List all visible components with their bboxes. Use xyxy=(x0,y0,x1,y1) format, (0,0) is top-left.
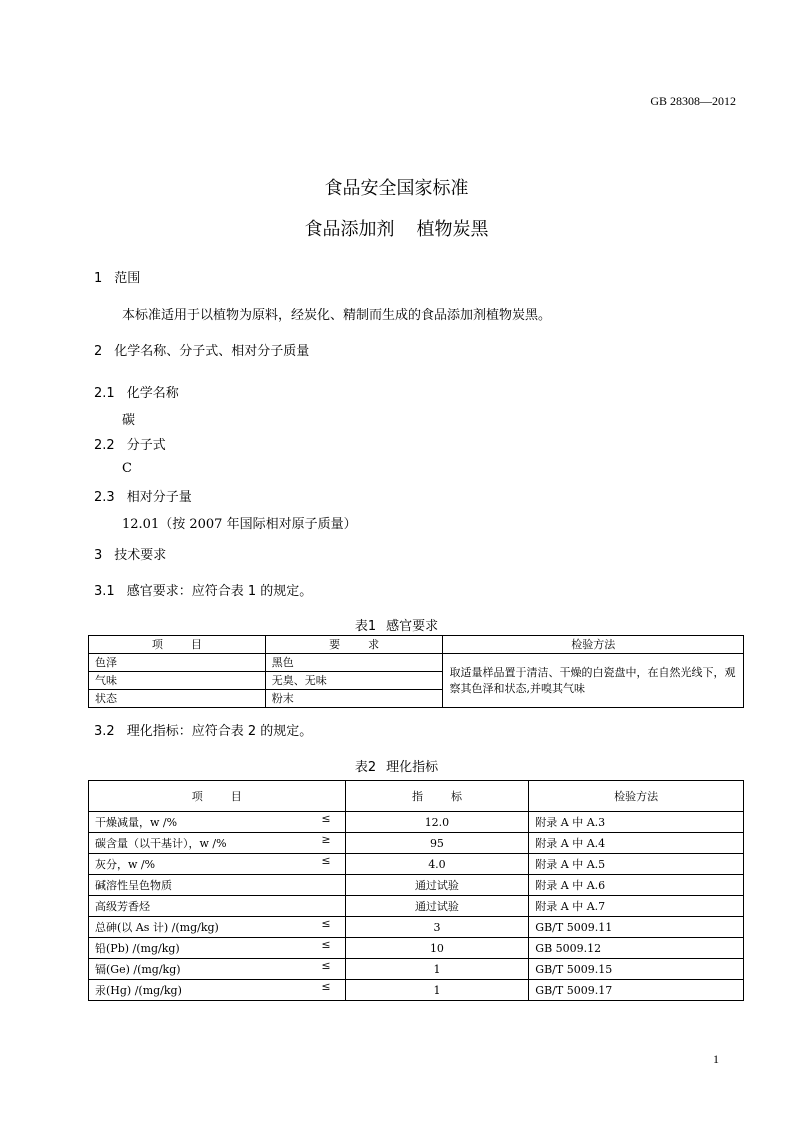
item-cell: 镉(Ge) /(mg/kg) ≤ xyxy=(89,959,346,980)
table-row xyxy=(89,917,744,938)
section-1-text: 本标准适用于以植物为原料，经炭化、精制而生成的食品添加剂植物炭黑。 xyxy=(122,308,552,323)
section-3-2-heading xyxy=(94,720,312,739)
section-2-1-heading xyxy=(94,382,179,401)
table2-caption xyxy=(0,756,793,775)
header-requirement: 要 求 xyxy=(265,636,443,654)
value-cell: 1 xyxy=(345,959,529,980)
subtitle-part-1: 食品添加剂 xyxy=(304,219,395,240)
section-title: 范围 xyxy=(114,271,141,286)
section-2-3-text: 12.01（按 2007 年国际相对原子质量） xyxy=(122,517,357,532)
item-cell: 高级芳香烃 xyxy=(89,896,346,917)
item-cell: 气味 xyxy=(89,672,266,690)
section-3-heading xyxy=(94,544,166,563)
table-header-row xyxy=(89,781,744,812)
section-number: 2.2 xyxy=(94,438,115,453)
section-2-3-heading xyxy=(94,486,192,505)
requirement-cell: 粉末 xyxy=(265,690,443,708)
method-cell: 附录 A 中 A.3 xyxy=(529,812,744,833)
section-title: 分子式 xyxy=(126,438,166,453)
section-3-1-heading xyxy=(94,580,312,599)
section-number: 2.1 xyxy=(94,386,115,401)
value-cell: 12.0 xyxy=(345,812,529,833)
requirement-cell: 黑色 xyxy=(265,654,443,672)
physicochemical-indicators-table xyxy=(88,780,744,1001)
comparison-symbol: ≤ xyxy=(321,812,331,825)
table-row xyxy=(89,854,744,875)
table-row xyxy=(89,896,744,917)
table-row xyxy=(89,812,744,833)
value-cell: 通过试验 xyxy=(345,875,529,896)
method-cell: 附录 A 中 A.6 xyxy=(529,875,744,896)
standard-number: GB 28308—2012 xyxy=(650,94,736,108)
item-cell: 色泽 xyxy=(89,654,266,672)
caption-title: 感官要求 xyxy=(386,619,439,634)
section-number: 2.3 xyxy=(94,490,115,505)
section-2-2-heading xyxy=(94,434,166,453)
section-title: 相对分子量 xyxy=(126,490,192,505)
header-indicator: 指 标 xyxy=(345,781,529,812)
table-header-row xyxy=(89,636,744,654)
value-cell: 4.0 xyxy=(345,854,529,875)
value-cell: 95 xyxy=(345,833,529,854)
item-cell: 状态 xyxy=(89,690,266,708)
section-number: 3 xyxy=(94,548,103,563)
value-cell: 3 xyxy=(345,917,529,938)
header-method: 检验方法 xyxy=(443,636,744,654)
table-row xyxy=(89,938,744,959)
document-title: 食品安全国家标准 xyxy=(324,178,469,199)
header-item: 项 目 xyxy=(89,781,346,812)
method-cell: 取适量样品置于清洁、干燥的白瓷盘中，在自然光线下，观察其色泽和状态,并嗅其气味 xyxy=(443,654,744,708)
method-cell: 附录 A 中 A.4 xyxy=(529,833,744,854)
table-row xyxy=(89,959,744,980)
caption-number: 表2 xyxy=(354,760,377,775)
section-number: 2 xyxy=(94,344,103,359)
method-cell: GB/T 5009.17 xyxy=(529,980,744,1001)
comparison-symbol: ≤ xyxy=(321,917,331,930)
item-cell: 铅(Pb) /(mg/kg) ≤ xyxy=(89,938,346,959)
section-number: 1 xyxy=(94,271,103,286)
comparison-symbol: ≥ xyxy=(321,833,331,846)
comparison-symbol: ≤ xyxy=(321,938,331,951)
section-title: 化学名称、分子式、相对分子质量 xyxy=(114,344,310,359)
method-cell: 附录 A 中 A.7 xyxy=(529,896,744,917)
item-cell: 碱溶性呈色物质 xyxy=(89,875,346,896)
header-item: 项 目 xyxy=(89,636,266,654)
section-2-2-text: C xyxy=(122,461,132,476)
value-cell: 1 xyxy=(345,980,529,1001)
method-cell: GB 5009.12 xyxy=(529,938,744,959)
section-2-heading xyxy=(94,340,309,359)
caption-number: 表1 xyxy=(354,619,377,634)
item-cell: 汞(Hg) /(mg/kg) ≤ xyxy=(89,980,346,1001)
section-1-heading xyxy=(94,267,140,286)
header-method: 检验方法 xyxy=(529,781,744,812)
comparison-symbol: ≤ xyxy=(321,854,331,867)
method-cell: GB/T 5009.11 xyxy=(529,917,744,938)
comparison-symbol: ≤ xyxy=(321,980,331,993)
page-number: 1 xyxy=(713,1052,719,1066)
table-row xyxy=(89,980,744,1001)
item-cell: 灰分，w /% ≤ xyxy=(89,854,346,875)
table-row xyxy=(89,833,744,854)
method-cell: GB/T 5009.15 xyxy=(529,959,744,980)
section-title: 技术要求 xyxy=(114,548,167,563)
caption-title: 理化指标 xyxy=(386,760,439,775)
value-cell: 10 xyxy=(345,938,529,959)
table-row xyxy=(89,654,744,672)
section-title: 理化指标：应符合表 2 的规定。 xyxy=(126,724,313,739)
requirement-cell: 无臭、无味 xyxy=(265,672,443,690)
document-subtitle xyxy=(0,215,793,241)
method-cell: 附录 A 中 A.5 xyxy=(529,854,744,875)
item-cell: 干燥减量，w /% ≤ xyxy=(89,812,346,833)
subtitle-part-2: 植物炭黑 xyxy=(416,219,489,240)
section-2-1-text: 碳 xyxy=(122,413,136,428)
comparison-symbol: ≤ xyxy=(321,959,331,972)
section-title: 化学名称 xyxy=(126,386,179,401)
item-cell: 总砷(以 As 计) /(mg/kg) ≤ xyxy=(89,917,346,938)
table-row xyxy=(89,875,744,896)
section-title: 感官要求：应符合表 1 的规定。 xyxy=(126,584,313,599)
value-cell: 通过试验 xyxy=(345,896,529,917)
section-number: 3.2 xyxy=(94,724,115,739)
section-number: 3.1 xyxy=(94,584,115,599)
sensory-requirements-table xyxy=(88,635,744,708)
table1-caption xyxy=(0,615,793,634)
item-cell: 碳含量（以干基计），w /% ≥ xyxy=(89,833,346,854)
